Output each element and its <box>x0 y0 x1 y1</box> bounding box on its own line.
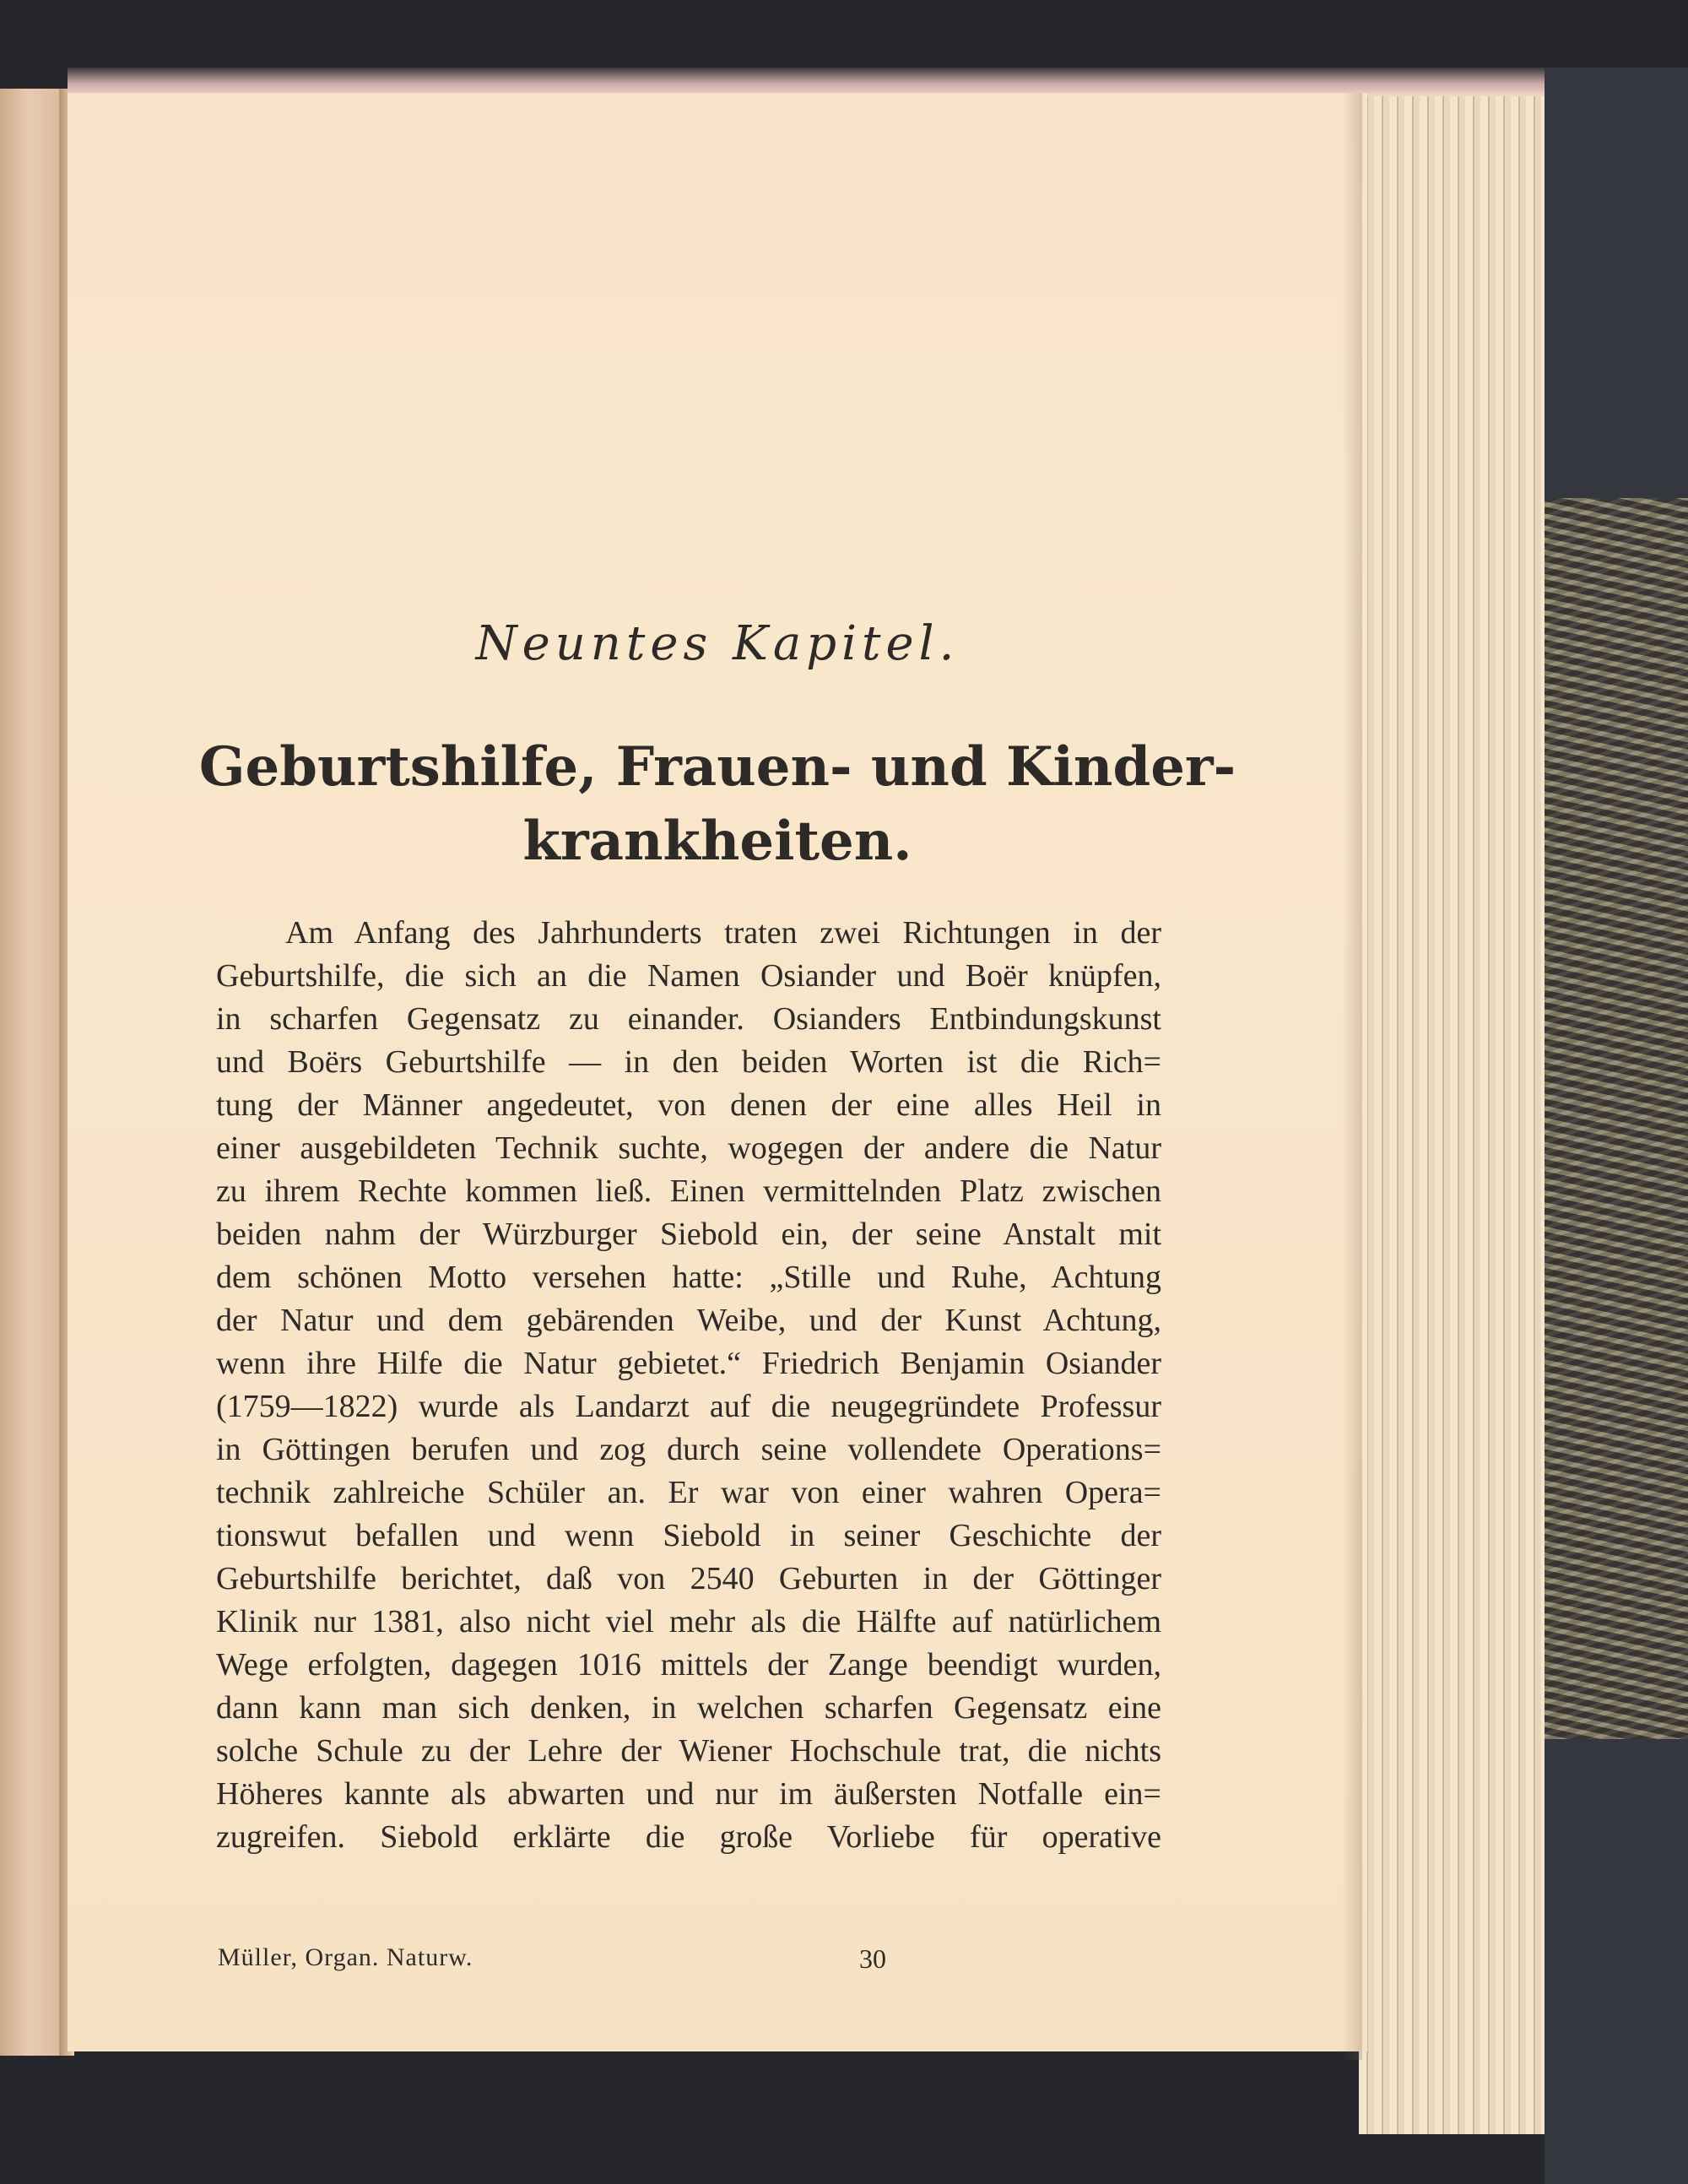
chapter-title-line: krankheiten. <box>522 810 912 873</box>
top-page-edge <box>68 68 1545 96</box>
text-line: Wege erfolgten, dagegen 1016 mittels der Zange beendigt wurden, <box>216 1647 1161 1683</box>
text-line: dem schönen Motto versehen hatte: „Stille und Ruhe, Achtung <box>216 1260 1161 1295</box>
footer-signature: Müller, Organ. Naturw. <box>218 1943 473 1971</box>
text-line: Am Anfang des Jahrhunderts traten zwei Richtungen in der <box>285 915 1161 951</box>
text-line: Klinik nur 1381, also nicht viel mehr als die Hälfte auf natürlichem <box>216 1604 1161 1639</box>
text-line: in Göttingen berufen und zog durch seine vollendete Operations= <box>216 1432 1161 1467</box>
text-line: dann kann man sich denken, in welchen scharfen Gegensatz eine <box>216 1690 1161 1726</box>
chapter-title-line: Geburtshilfe, Frauen- und Kinder- <box>198 735 1236 799</box>
text-line: einer ausgebildeten Technik suchte, wogegen der andere die Natur <box>216 1130 1161 1166</box>
marbled-cover-edge <box>1545 498 1688 1739</box>
text-line: Höheres kannte als abwarten und nur im äußersten Notfalle ein= <box>216 1776 1161 1812</box>
text-line: in scharfen Gegensatz zu einander. Osianders Entbindungskunst <box>216 1001 1161 1037</box>
book-page <box>68 93 1367 2051</box>
text-line: tionswut befallen und wenn Siebold in seiner Geschichte der <box>216 1518 1161 1553</box>
text-line: beiden nahm der Würzburger Siebold ein, der seine Anstalt mit <box>216 1217 1161 1252</box>
text-line: solche Schule zu der Lehre der Wiener Hochschule trat, die nichts <box>216 1733 1161 1769</box>
text-line: (1759—1822) wurde als Landarzt auf die neugegründete Professur <box>216 1389 1161 1424</box>
chapter-title <box>68 730 1367 879</box>
text-line: wenn ihre Hilfe die Natur gebietet.“ Friedrich Benjamin Osiander <box>216 1346 1161 1381</box>
text-line: Geburtshilfe berichtet, daß von 2540 Geburten in der Göttinger <box>216 1561 1161 1596</box>
text-line: Geburtshilfe, die sich an die Namen Osiander und Boër knüpfen, <box>216 958 1161 994</box>
text-line: zu ihrem Rechte kommen ließ. Einen vermittelnden Platz zwischen <box>216 1173 1161 1209</box>
text-line: technik zahlreiche Schüler an. Er war von einer wahren Opera= <box>216 1475 1161 1510</box>
page-stack-edge <box>1359 91 1545 2134</box>
page-shadow <box>1342 93 1362 2060</box>
page-number: 30 <box>859 1943 886 1974</box>
text-line: der Natur und dem gebärenden Weibe, und der Kunst Achtung, <box>216 1303 1161 1338</box>
chapter-label: Neuntes Kapitel. <box>475 616 960 671</box>
text-line: und Boërs Geburtshilfe — in den beiden Worten ist die Rich= <box>216 1044 1161 1080</box>
text-line: tung der Männer angedeutet, von denen der eine alles Heil in <box>216 1087 1161 1123</box>
body-text <box>216 912 1161 1859</box>
text-line: zugreifen. Siebold erklärte die große Vorliebe für operative <box>216 1819 1161 1855</box>
